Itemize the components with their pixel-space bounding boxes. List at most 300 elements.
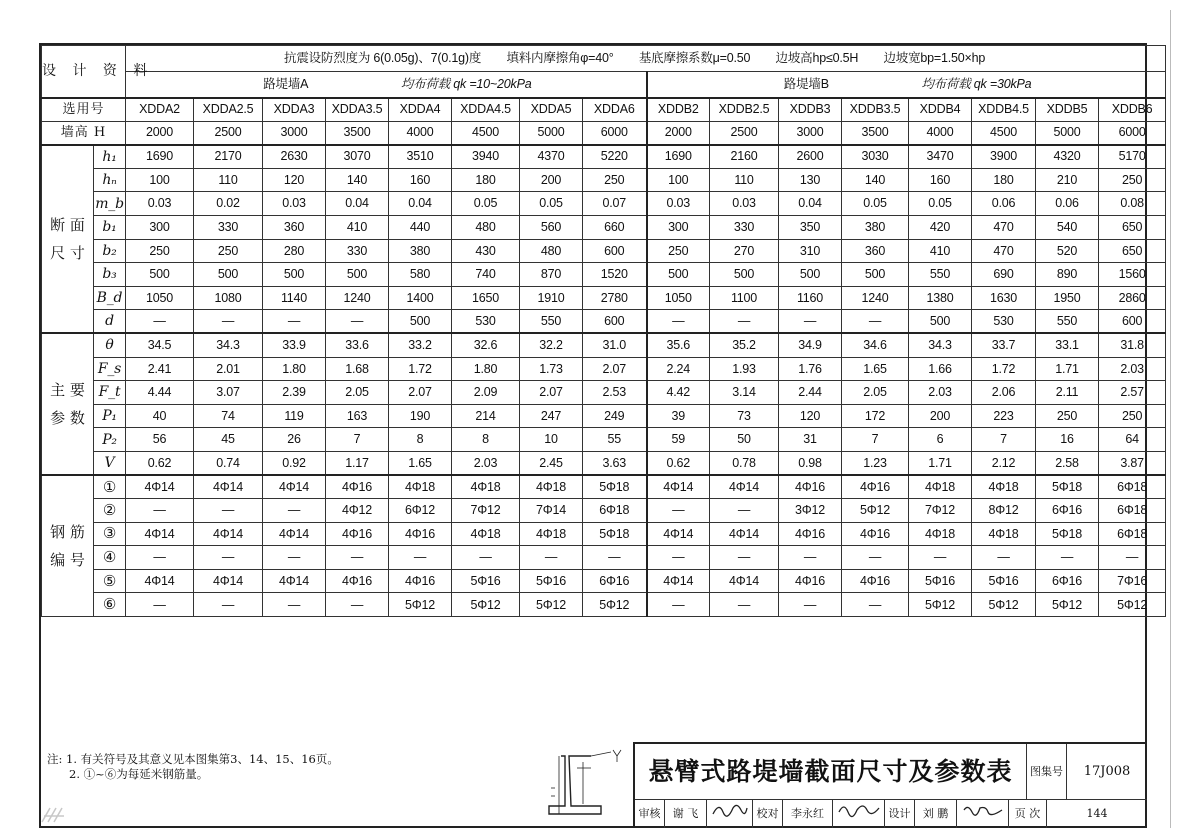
value-cell: 140 (326, 168, 389, 192)
value-cell: 500 (194, 263, 263, 287)
model-cell: XDDA5 (520, 98, 583, 122)
value-cell: 7 (326, 428, 389, 452)
condition-friction-angle: 填料内摩擦角φ=40° (506, 51, 614, 66)
value-cell: — (1036, 546, 1099, 570)
value-cell: — (126, 310, 194, 334)
value-cell: 5Φ16 (972, 569, 1036, 593)
value-cell: — (972, 546, 1036, 570)
value-cell: 250 (647, 239, 710, 263)
value-cell: 5Φ12 (520, 593, 583, 617)
value-cell: 32.6 (452, 333, 520, 357)
table-row (42, 310, 1166, 334)
value-cell: 45 (194, 428, 263, 452)
value-cell: 2860 (1099, 286, 1166, 310)
value-cell: 1.80 (263, 357, 326, 381)
value-cell: 480 (520, 239, 583, 263)
value-cell: — (647, 546, 710, 570)
group-label: 断 面 尺 寸 (42, 145, 94, 334)
value-cell: 2.58 (1036, 451, 1099, 475)
value-cell: 500 (779, 263, 842, 287)
value-cell: 5Φ12 (583, 593, 647, 617)
value-cell: 250 (1099, 404, 1166, 428)
height-cell: 3000 (263, 121, 326, 145)
value-cell: 2.45 (520, 451, 583, 475)
value-cell: 33.7 (972, 333, 1036, 357)
value-cell: 172 (842, 404, 909, 428)
value-cell: 4Φ14 (263, 569, 326, 593)
note-1: 1. 有关符号及其意义见本图集第3、14、15、16页。 (66, 752, 339, 766)
model-cell: XDDB2.5 (710, 98, 779, 122)
value-cell: 250 (194, 239, 263, 263)
value-cell: 5Φ18 (1036, 475, 1099, 499)
value-cell: 650 (1099, 239, 1166, 263)
value-cell: — (126, 499, 194, 523)
atlas-number-label: 图集号 (1027, 744, 1067, 800)
value-cell: 2.07 (389, 381, 452, 405)
value-cell: 1.71 (909, 451, 972, 475)
table-row (42, 215, 1166, 239)
value-cell: 0.02 (194, 192, 263, 216)
value-cell: — (326, 593, 389, 617)
value-cell: 1160 (779, 286, 842, 310)
group-label: 主 要 参 数 (42, 333, 94, 475)
value-cell: — (779, 593, 842, 617)
value-cell: 580 (389, 263, 452, 287)
value-cell: 350 (779, 215, 842, 239)
value-cell: 0.06 (972, 192, 1036, 216)
value-cell: 249 (583, 404, 647, 428)
table-row (42, 451, 1166, 475)
symbol-cell: d (94, 310, 126, 334)
group-label: 钢 筋 编 号 (42, 475, 94, 617)
value-cell: 3Φ12 (779, 499, 842, 523)
symbol-cell: F_t (94, 381, 126, 405)
value-cell: 1240 (326, 286, 389, 310)
symbol-cell: ③ (94, 522, 126, 546)
value-cell: 6Φ12 (389, 499, 452, 523)
value-cell: 0.98 (779, 451, 842, 475)
value-cell: 2.07 (583, 357, 647, 381)
value-cell: 4Φ14 (126, 475, 194, 499)
value-cell: 4Φ18 (520, 522, 583, 546)
value-cell: 0.03 (647, 192, 710, 216)
value-cell: 2780 (583, 286, 647, 310)
height-cell: 6000 (1099, 121, 1166, 145)
drawing-title: 悬臂式路堤墙截面尺寸及参数表 (635, 744, 1027, 800)
table-row (42, 145, 1166, 169)
value-cell: 1140 (263, 286, 326, 310)
table-row (42, 286, 1166, 310)
value-cell: — (194, 593, 263, 617)
value-cell: 500 (389, 310, 452, 334)
model-cell: XDDA2.5 (194, 98, 263, 122)
height-cell: 2500 (710, 121, 779, 145)
value-cell: 650 (1099, 215, 1166, 239)
value-cell: 1.76 (779, 357, 842, 381)
value-cell: 4Φ18 (389, 475, 452, 499)
table-row (42, 593, 1166, 617)
height-cell: 2000 (126, 121, 194, 145)
value-cell: 1950 (1036, 286, 1099, 310)
value-cell: 600 (1099, 310, 1166, 334)
value-cell: — (842, 546, 909, 570)
value-cell: — (326, 546, 389, 570)
table-row (42, 569, 1166, 593)
title-block (633, 742, 1145, 828)
value-cell: 140 (842, 168, 909, 192)
table-row (42, 499, 1166, 523)
value-cell: 1100 (710, 286, 779, 310)
value-cell: 660 (583, 215, 647, 239)
value-cell: 59 (647, 428, 710, 452)
value-cell: 4Φ12 (326, 499, 389, 523)
value-cell: 4Φ16 (326, 475, 389, 499)
value-cell: 2.53 (583, 381, 647, 405)
value-cell: 360 (263, 215, 326, 239)
value-cell: 4Φ16 (842, 569, 909, 593)
design-conditions (126, 46, 1166, 72)
value-cell: 0.03 (126, 192, 194, 216)
reviewer-signature-mark (710, 800, 750, 820)
value-cell: 1.23 (842, 451, 909, 475)
value-cell: 550 (1036, 310, 1099, 334)
value-cell: 4.42 (647, 381, 710, 405)
value-cell: 4Φ16 (842, 475, 909, 499)
symbol-cell: θ (94, 333, 126, 357)
value-cell: — (452, 546, 520, 570)
value-cell: 530 (972, 310, 1036, 334)
value-cell: 5220 (583, 145, 647, 169)
height-cell: 5000 (1036, 121, 1099, 145)
value-cell: 4Φ16 (326, 569, 389, 593)
symbol-cell: ② (94, 499, 126, 523)
symbol-cell: b₁ (94, 215, 126, 239)
value-cell: 1240 (842, 286, 909, 310)
model-cell: XDDB6 (1099, 98, 1166, 122)
value-cell: — (263, 310, 326, 334)
value-cell: 180 (452, 168, 520, 192)
value-cell: 2.57 (1099, 381, 1166, 405)
value-cell: 1560 (1099, 263, 1166, 287)
value-cell: 1400 (389, 286, 452, 310)
value-cell: 4Φ16 (842, 522, 909, 546)
signature-row (635, 800, 1147, 828)
value-cell: 4Φ18 (909, 475, 972, 499)
value-cell: 2.06 (972, 381, 1036, 405)
value-cell: 4Φ16 (779, 569, 842, 593)
value-cell: 1.71 (1036, 357, 1099, 381)
value-cell: 8 (452, 428, 520, 452)
value-cell: 5170 (1099, 145, 1166, 169)
value-cell: 34.3 (194, 333, 263, 357)
value-cell: 1.65 (842, 357, 909, 381)
value-cell: 2.44 (779, 381, 842, 405)
value-cell: 0.04 (779, 192, 842, 216)
value-cell: 4Φ14 (194, 569, 263, 593)
value-cell: 214 (452, 404, 520, 428)
value-cell: 200 (909, 404, 972, 428)
value-cell: 2.05 (326, 381, 389, 405)
value-cell: 31.0 (583, 333, 647, 357)
value-cell: 500 (326, 263, 389, 287)
value-cell: 2.01 (194, 357, 263, 381)
value-cell: 39 (647, 404, 710, 428)
value-cell: 35.6 (647, 333, 710, 357)
value-cell: 4Φ14 (710, 475, 779, 499)
value-cell: 6Φ18 (1099, 522, 1166, 546)
symbol-cell: F_s (94, 357, 126, 381)
value-cell: 530 (452, 310, 520, 334)
value-cell: 210 (1036, 168, 1099, 192)
value-cell: 5Φ12 (909, 593, 972, 617)
value-cell: 8 (389, 428, 452, 452)
value-cell: 160 (389, 168, 452, 192)
value-cell: 34.6 (842, 333, 909, 357)
value-cell: 4Φ18 (972, 475, 1036, 499)
value-cell: 550 (909, 263, 972, 287)
value-cell: — (909, 546, 972, 570)
reviewer-signature (707, 800, 753, 828)
value-cell: 3030 (842, 145, 909, 169)
value-cell: 5Φ18 (583, 522, 647, 546)
value-cell: 6Φ16 (1036, 499, 1099, 523)
value-cell: 10 (520, 428, 583, 452)
model-cell: XDDB2 (647, 98, 710, 122)
value-cell: 8Φ12 (972, 499, 1036, 523)
watermark (38, 804, 72, 831)
value-cell: 0.05 (842, 192, 909, 216)
review-label: 审核 (635, 800, 665, 828)
value-cell: 690 (972, 263, 1036, 287)
model-cell: XDDA4.5 (452, 98, 520, 122)
value-cell: 2.03 (452, 451, 520, 475)
value-cell: 4Φ14 (647, 569, 710, 593)
value-cell: 500 (710, 263, 779, 287)
value-cell: 4Φ14 (710, 522, 779, 546)
height-cell: 4500 (972, 121, 1036, 145)
symbol-cell: b₃ (94, 263, 126, 287)
value-cell: — (263, 499, 326, 523)
wall-b-load: 均布荷载 qk =30kPa (921, 77, 1032, 91)
table-row (42, 168, 1166, 192)
table-row (42, 428, 1166, 452)
value-cell: 3.14 (710, 381, 779, 405)
value-cell: 5Φ12 (972, 593, 1036, 617)
model-cell: XDDB5 (1036, 98, 1099, 122)
value-cell: 0.03 (710, 192, 779, 216)
value-cell: 4Φ18 (520, 475, 583, 499)
condition-base-friction: 基底摩擦系数μ=0.50 (638, 51, 751, 66)
symbol-cell: V (94, 451, 126, 475)
value-cell: 0.05 (909, 192, 972, 216)
table-row (42, 333, 1166, 357)
value-cell: 6Φ18 (583, 499, 647, 523)
value-cell: 4Φ14 (263, 475, 326, 499)
value-cell: 1.72 (972, 357, 1036, 381)
checker-name: 李永红 (783, 800, 833, 828)
value-cell: 440 (389, 215, 452, 239)
value-cell: 6Φ18 (1099, 475, 1166, 499)
wall-a-header (126, 72, 647, 98)
value-cell: 35.2 (710, 333, 779, 357)
notes-prefix: 注: (47, 752, 63, 766)
value-cell: 3.63 (583, 451, 647, 475)
value-cell: 470 (972, 239, 1036, 263)
value-cell: 223 (972, 404, 1036, 428)
value-cell: 2.11 (1036, 381, 1099, 405)
height-cell: 3500 (842, 121, 909, 145)
value-cell: — (710, 499, 779, 523)
value-cell: — (194, 499, 263, 523)
value-cell: 1.93 (710, 357, 779, 381)
value-cell: — (647, 593, 710, 617)
value-cell: 2.24 (647, 357, 710, 381)
value-cell: 2600 (779, 145, 842, 169)
page-label: 页 次 (1009, 800, 1047, 828)
value-cell: 7Φ12 (909, 499, 972, 523)
symbol-cell: ⑥ (94, 593, 126, 617)
value-cell: 2.39 (263, 381, 326, 405)
height-cell: 4000 (389, 121, 452, 145)
value-cell: 520 (1036, 239, 1099, 263)
value-cell: — (710, 546, 779, 570)
value-cell: 33.9 (263, 333, 326, 357)
value-cell: — (326, 310, 389, 334)
value-cell: 4Φ16 (389, 569, 452, 593)
symbol-cell: m_b (94, 192, 126, 216)
value-cell: 310 (779, 239, 842, 263)
value-cell: 330 (194, 215, 263, 239)
value-cell: 1.72 (389, 357, 452, 381)
model-cell: XDDA2 (126, 98, 194, 122)
value-cell: 2170 (194, 145, 263, 169)
value-cell: 4Φ14 (263, 522, 326, 546)
value-cell: 0.05 (520, 192, 583, 216)
value-cell: 7 (842, 428, 909, 452)
value-cell: 540 (1036, 215, 1099, 239)
model-cell: XDDA4 (389, 98, 452, 122)
drawing-sheet (39, 43, 1153, 828)
value-cell: 0.92 (263, 451, 326, 475)
value-cell: 7 (972, 428, 1036, 452)
value-cell: 420 (909, 215, 972, 239)
model-cell: XDDB4 (909, 98, 972, 122)
model-cell: XDDB3.5 (842, 98, 909, 122)
atlas-number: 17J008 (1067, 744, 1147, 800)
value-cell: 247 (520, 404, 583, 428)
value-cell: — (389, 546, 452, 570)
value-cell: 890 (1036, 263, 1099, 287)
value-cell: 100 (126, 168, 194, 192)
value-cell: — (194, 546, 263, 570)
value-cell: 120 (263, 168, 326, 192)
value-cell: 4Φ14 (194, 475, 263, 499)
symbol-cell: P₂ (94, 428, 126, 452)
height-row-label: 墙高 H (42, 121, 126, 145)
value-cell: 250 (1036, 404, 1099, 428)
value-cell: 410 (909, 239, 972, 263)
height-cell: 4000 (909, 121, 972, 145)
value-cell: 0.07 (583, 192, 647, 216)
wall-b-header (647, 72, 1166, 98)
value-cell: 2.41 (126, 357, 194, 381)
value-cell: 300 (126, 215, 194, 239)
value-cell: 163 (326, 404, 389, 428)
value-cell: 1.80 (452, 357, 520, 381)
symbol-cell: b₂ (94, 239, 126, 263)
value-cell: 100 (647, 168, 710, 192)
value-cell: 1050 (647, 286, 710, 310)
value-cell: 270 (710, 239, 779, 263)
condition-seismic: 抗震设防烈度为 6(0.05g)、7(0.1g)度 (284, 51, 482, 66)
height-cell: 5000 (520, 121, 583, 145)
value-cell: 4Φ14 (194, 522, 263, 546)
value-cell: 3470 (909, 145, 972, 169)
value-cell: 550 (520, 310, 583, 334)
model-cell: XDDB3 (779, 98, 842, 122)
value-cell: 4Φ16 (779, 522, 842, 546)
value-cell: — (520, 546, 583, 570)
value-cell: 2.03 (909, 381, 972, 405)
value-cell: 4Φ16 (779, 475, 842, 499)
model-cell: XDDA3.5 (326, 98, 389, 122)
parameter-table (41, 45, 1166, 617)
value-cell: 56 (126, 428, 194, 452)
value-cell: 2.12 (972, 451, 1036, 475)
value-cell: 4320 (1036, 145, 1099, 169)
value-cell: 1.66 (909, 357, 972, 381)
value-cell: 2630 (263, 145, 326, 169)
symbol-cell: B_d (94, 286, 126, 310)
value-cell: 31 (779, 428, 842, 452)
value-cell: 7Φ12 (452, 499, 520, 523)
value-cell: 1.68 (326, 357, 389, 381)
notes (47, 752, 339, 782)
value-cell: 5Φ16 (520, 569, 583, 593)
value-cell: 180 (972, 168, 1036, 192)
footer (41, 742, 1145, 828)
value-cell: 0.06 (1036, 192, 1099, 216)
value-cell: 0.78 (710, 451, 779, 475)
value-cell: 4Φ18 (452, 475, 520, 499)
note-2: 2. ①~⑥为每延米钢筋量。 (69, 767, 209, 781)
value-cell: 4Φ16 (389, 522, 452, 546)
value-cell: 560 (520, 215, 583, 239)
value-cell: 0.62 (647, 451, 710, 475)
value-cell: 73 (710, 404, 779, 428)
value-cell: 0.62 (126, 451, 194, 475)
value-cell: 600 (583, 239, 647, 263)
symbol-cell: ④ (94, 546, 126, 570)
value-cell: 1690 (126, 145, 194, 169)
check-label: 校对 (753, 800, 783, 828)
value-cell: 500 (909, 310, 972, 334)
value-cell: 1.65 (389, 451, 452, 475)
condition-slope-height: 边坡高hp≤0.5H (775, 51, 859, 66)
value-cell: 470 (972, 215, 1036, 239)
page-edge-line (1170, 10, 1171, 828)
value-cell: 5Φ12 (842, 499, 909, 523)
model-cell: XDDA6 (583, 98, 647, 122)
value-cell: 34.9 (779, 333, 842, 357)
value-cell: 1050 (126, 286, 194, 310)
table-row (42, 546, 1166, 570)
value-cell: 5Φ12 (389, 593, 452, 617)
value-cell: — (263, 546, 326, 570)
value-cell: 4Φ18 (972, 522, 1036, 546)
value-cell: 1520 (583, 263, 647, 287)
value-cell: 330 (326, 239, 389, 263)
